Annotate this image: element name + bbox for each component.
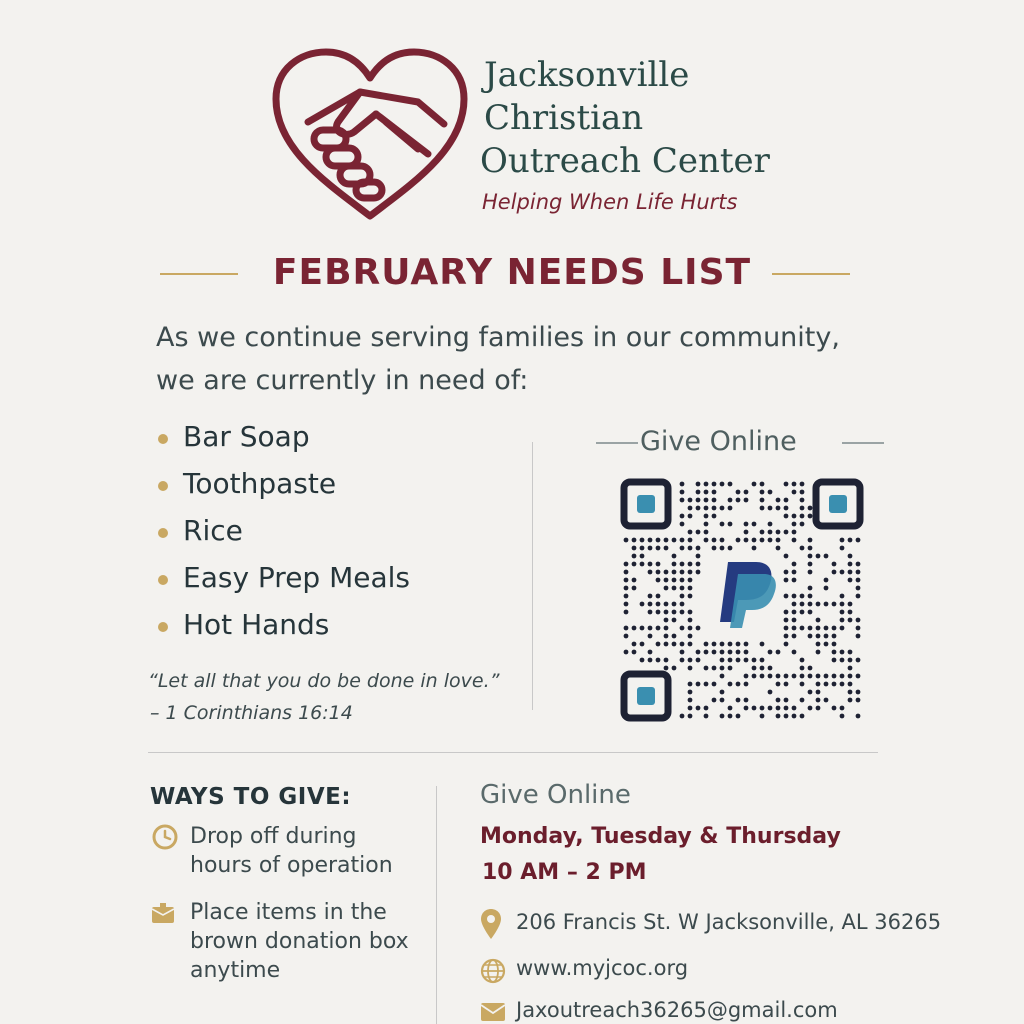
list-item	[156, 608, 410, 655]
tagline: Helping When Life Hurts	[482, 190, 738, 214]
location-pin-icon	[480, 908, 502, 940]
handshake-heart-logo-icon	[268, 44, 473, 224]
hours-days: Monday, Tuesday & Thursday	[480, 824, 841, 849]
scripture-reference: – 1 Corinthians 16:14	[150, 702, 353, 724]
page-title: FEBRUARY NEEDS LIST	[272, 252, 752, 293]
donation-box-icon	[150, 900, 176, 926]
need-label: Toothpaste	[183, 467, 337, 500]
bullet-icon	[158, 575, 168, 585]
bullet-icon	[158, 481, 168, 491]
clock-icon	[152, 824, 178, 850]
give-online-heading: Give Online	[640, 426, 797, 457]
paypal-qr-code-icon[interactable]	[620, 478, 864, 722]
scripture-quote: “Let all that you do be done in love.”	[148, 670, 500, 692]
needs-list	[156, 420, 410, 655]
column-divider-upper	[532, 442, 533, 710]
intro-line-1: As we continue serving families in our community,	[156, 322, 840, 353]
globe-icon	[480, 958, 506, 984]
bullet-icon	[158, 434, 168, 444]
give-online-subheading: Give Online	[480, 780, 631, 810]
need-label: Easy Prep Meals	[183, 561, 411, 594]
ways-to-give-heading: WAYS TO GIVE:	[150, 784, 352, 810]
org-name-line-3: Outreach Center	[480, 141, 770, 181]
list-item	[156, 561, 410, 608]
way-2-line-2: brown donation box	[190, 929, 409, 954]
email-link[interactable]: Jaxoutreach36265@gmail.com	[516, 998, 838, 1022]
qr-finder-top-left	[624, 482, 668, 526]
address-text: 206 Francis St. W Jacksonville, AL 36265	[516, 910, 942, 934]
list-item	[156, 514, 410, 561]
org-name-line-1: Jacksonville	[484, 55, 690, 95]
need-label: Bar Soap	[183, 420, 310, 453]
give-online-rule-left	[596, 442, 638, 444]
org-name-line-2: Christian	[484, 98, 644, 138]
column-divider-lower	[436, 786, 437, 1024]
paypal-logo-icon	[708, 552, 776, 632]
qr-finder-bottom-left	[624, 674, 668, 718]
way-1-line-2: hours of operation	[190, 853, 393, 878]
way-2-line-3: anytime	[190, 958, 281, 983]
qr-finder-top-right	[816, 482, 860, 526]
email-icon	[480, 1002, 506, 1022]
list-item	[156, 420, 410, 467]
section-divider	[148, 752, 878, 753]
hours-time: 10 AM – 2 PM	[482, 860, 647, 885]
way-2-line-1: Place items in the	[190, 900, 387, 925]
website-link[interactable]: www.myjcoc.org	[516, 956, 689, 980]
bullet-icon	[158, 622, 168, 632]
intro-line-2: we are currently in need of:	[156, 365, 529, 396]
way-1-line-1: Drop off during	[190, 824, 357, 849]
title-rule-right	[772, 273, 850, 275]
list-item	[156, 467, 410, 514]
need-label: Rice	[183, 514, 243, 547]
bullet-icon	[158, 528, 168, 538]
give-online-rule-right	[842, 442, 884, 444]
need-label: Hot Hands	[183, 608, 330, 641]
